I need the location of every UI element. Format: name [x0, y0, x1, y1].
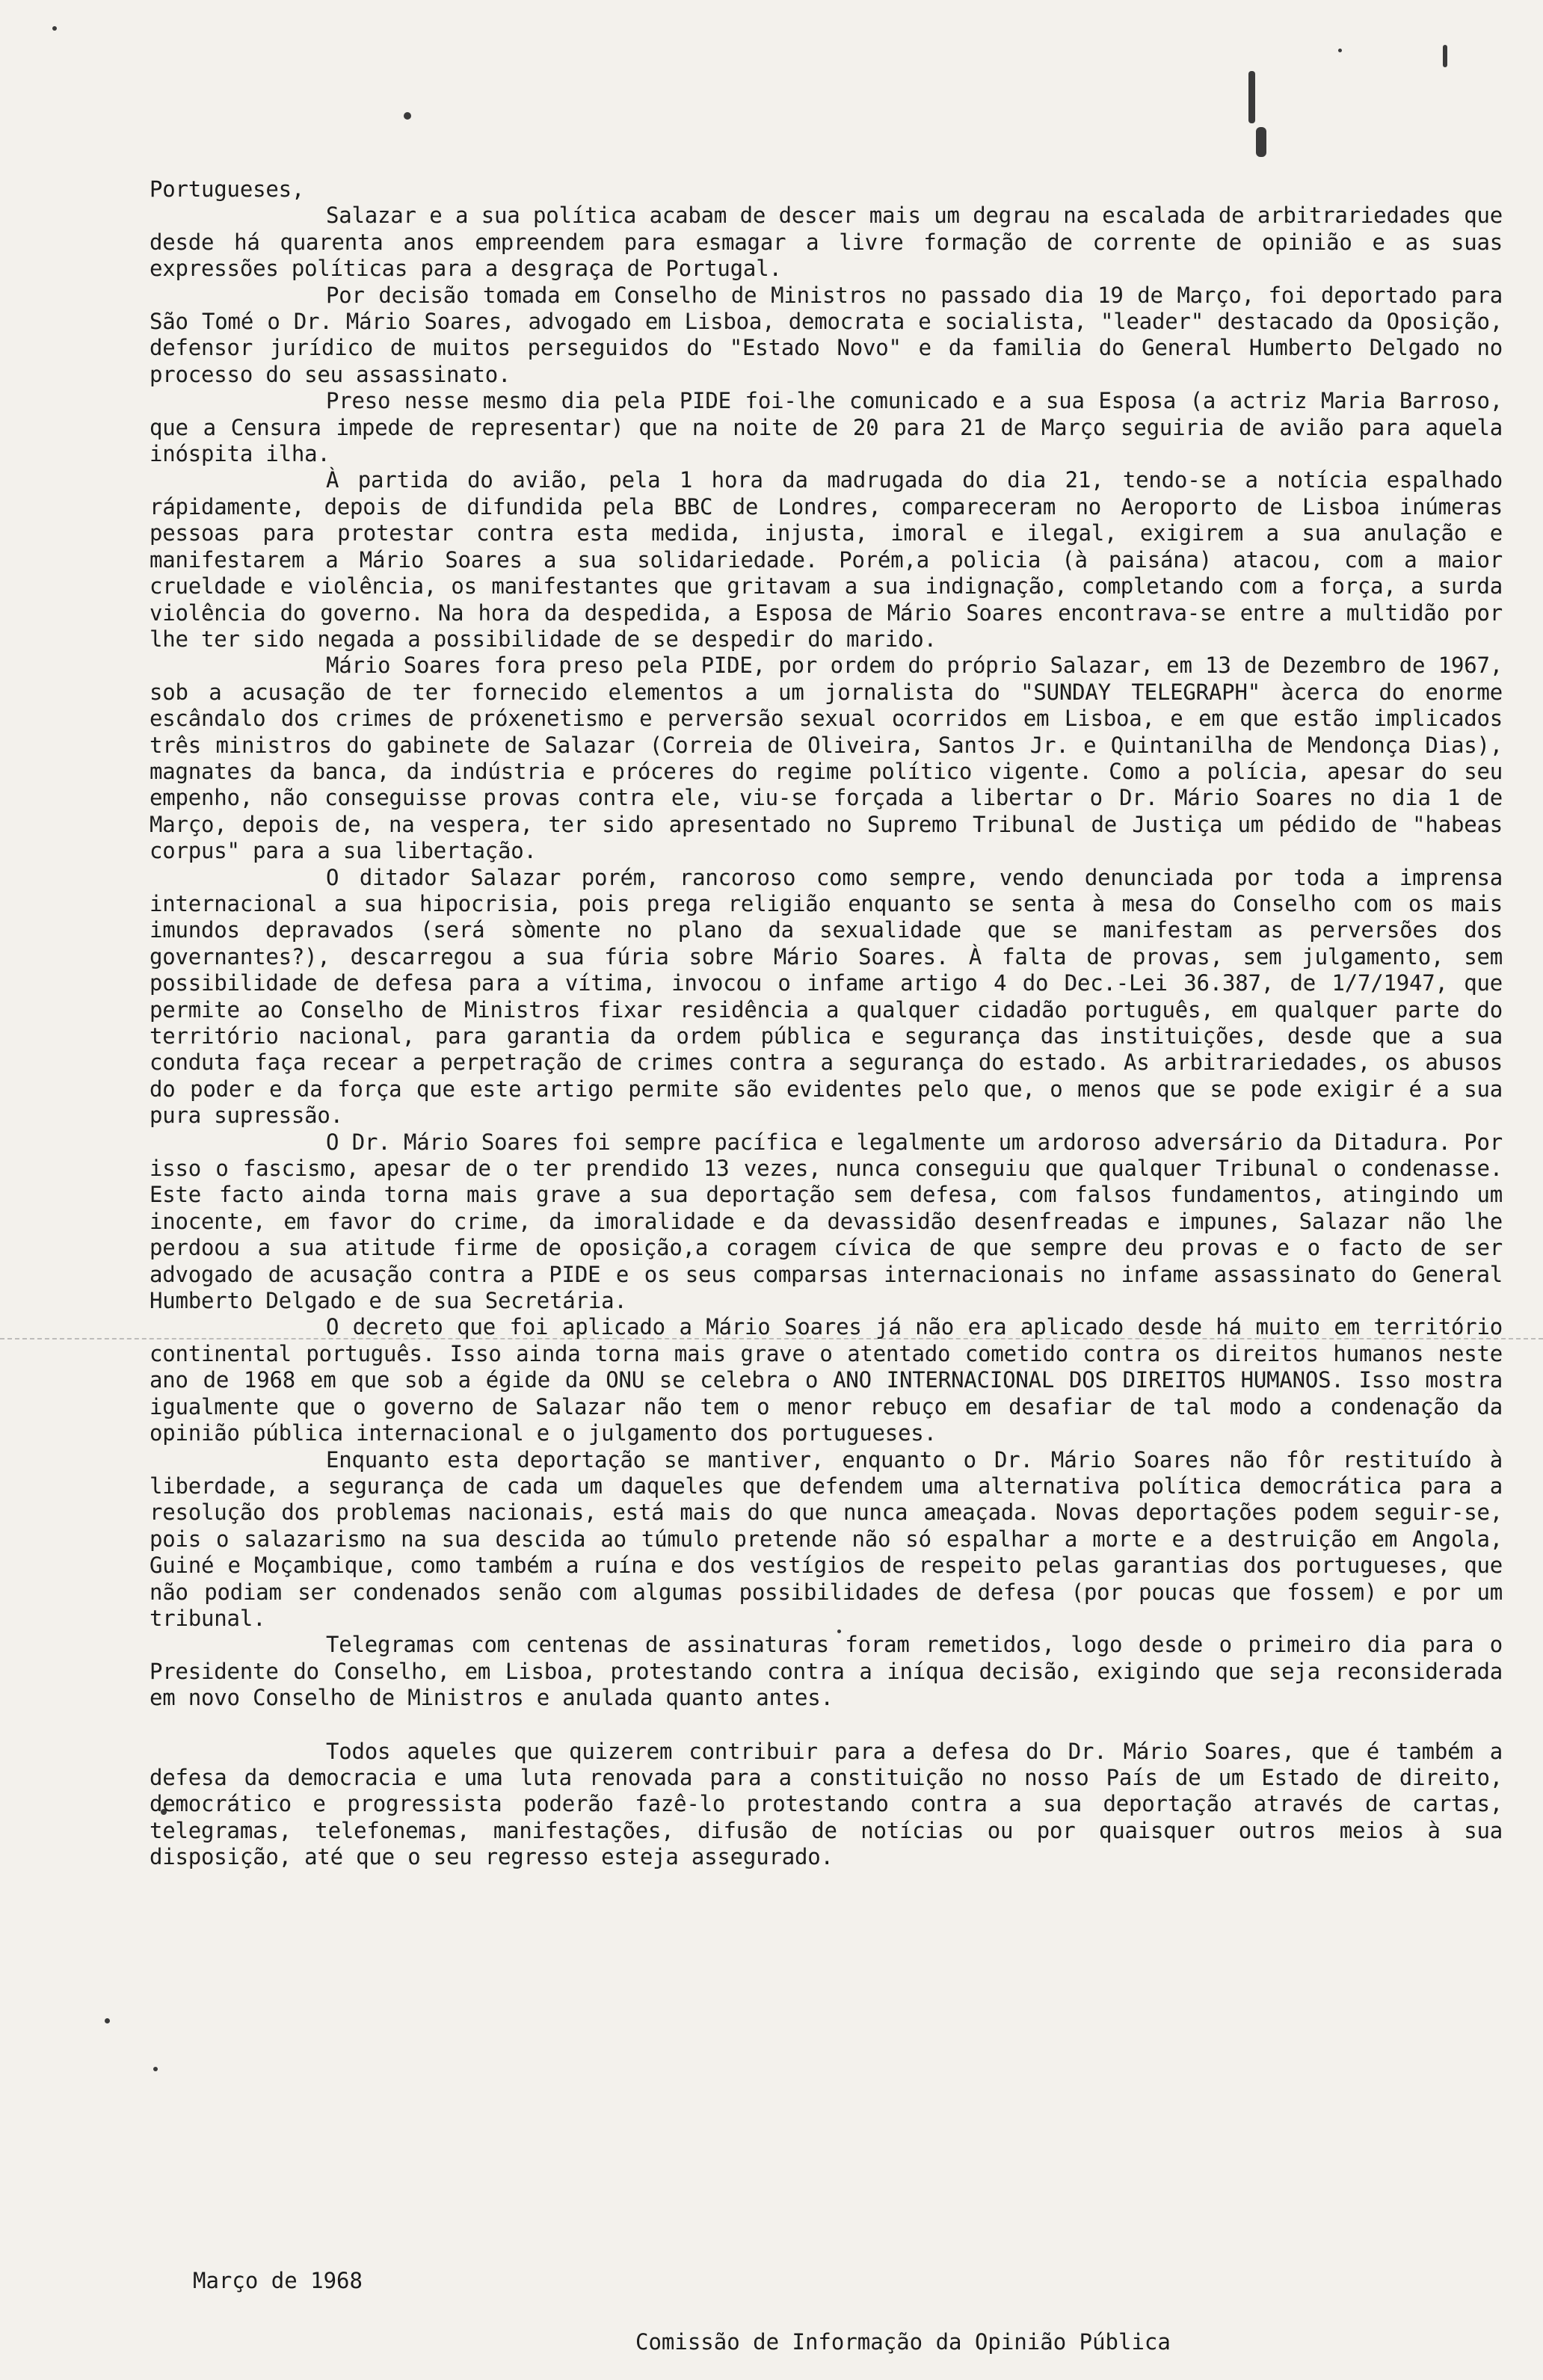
paragraph: O ditador Salazar porém, rancoroso como sempre, vendo denunciada por toda a imprensa internacional a sua hipocrisia, pois prega religião enquanto se senta à mesa do Conselho com os mais imundos depravados (será sòmente no plano da sexualidade que se manifestam as perversões dos governantes?), descarregou a sua fúria sobre Mário Soares. À falta de provas, sem julgamento, sem possibilidade de defesa para a vítima, invocou o infame artigo 4 do Dec.-Lei 36.387, de 1/7/1947, que permite ao Conselho de Ministros fixar residência a qualquer cidadão português, em qualquer parte do território nacional, para garantia da ordem pública e segurança das instituições, desde que a sua conduta faça recear a perpetração de crimes contra a segurança do estado. As arbitrariedades, os abusos do poder e da força que este artigo permite são evidentes pelo que, o menos que se pode exigir é a sua pura supressão. [150, 864, 1503, 1129]
scan-speck [1338, 49, 1342, 52]
paragraph: Preso nesse mesmo dia pela PIDE foi-lhe comunicado e a sua Esposa (a actriz Maria Barroso, que a Censura impede de representar) que na noite de 20 para 21 de Março seguiria de avião para aquela inóspita ilha. [150, 388, 1503, 467]
scan-speck [404, 112, 411, 120]
signature: Comissão de Informação da Opinião Pública [635, 2329, 1171, 2355]
scan-speck [1256, 127, 1266, 157]
scan-speck [52, 26, 57, 31]
salutation: Portugueses, [150, 176, 305, 202]
closing-paragraph: Todos aqueles que quizerem contribuir para a defesa do Dr. Mário Soares, que é também a defesa da democracia e uma luta renovada para a constituição no nosso País de um Estado de direito, democrático e progressista poderão fazê-lo protestando contra a sua deportação através de cartas, telegramas, telefonemas, manifestações, difusão de notícias ou por quaisquer outros meios à sua disposição, até que o seu regresso esteja assegurado. [150, 1738, 1503, 1870]
paragraph: Por decisão tomada em Conselho de Ministros no passado dia 19 de Março, foi deportado para São Tomé o Dr. Mário Soares, advogado em Lisboa, democrata e socialista, "leader" destacado da Oposição, defensor jurídico de muitos perseguidos do "Estado Novo" e da familia do General Humberto Delgado no processo do seu assassinato. [150, 282, 1503, 387]
paragraph: O decreto que foi aplicado a Mário Soares já não era aplicado desde há muito em território continental português. Isso ainda torna mais grave o atentado cometido contra os direitos humanos neste ano de 1968 em que sob a égide da ONU se celebra o ANO INTERNACIONAL DOS DIREITOS HUMANOS. Isso mostra igualmente que o governo de Salazar não tem o menor rebuço em desafiar de tal modo a condenação da opinião pública internacional e o julgamento dos portugueses. [150, 1314, 1503, 1446]
spacer [150, 1712, 1503, 1739]
scan-speck [1443, 45, 1447, 67]
paragraph: À partida do avião, pela 1 hora da madrugada do dia 21, tendo-se a notícia espalhado rápidamente, depois de difundida pela BBC de Londres, compareceram no Aeroporto de Lisboa inúmeras pessoas para protestar contra esta medida, injusta, imoral e ilegal, exigirem a sua anulação e manifestarem a Mário Soares a sua solidariedade. Porém,a policia (à paisána) atacou, com a maior crueldade e violência, os manifestantes que gritavam a sua indignação, completando com a força, a surda violência do governo. Na hora da despedida, a Esposa de Mário Soares encontrava-se entre a multidão por lhe ter sido negada a possibilidade de se despedir do marido. [150, 467, 1503, 652]
scan-speck [1248, 71, 1255, 123]
letter-body [150, 176, 1503, 1871]
paragraph: Mário Soares fora preso pela PIDE, por ordem do próprio Salazar, em 13 de Dezembro de 1967, sob a acusação de ter fornecido elementos a um jornalista do "SUNDAY TELEGRAPH" àcerca do enorme escândalo dos crimes de próxenetismo e perversão sexual ocorridos em Lisboa, e em que estão implicados três ministros do gabinete de Salazar (Correia de Oliveira, Santos Jr. e Quintanilha de Mendonça Dias), magnates da banca, da indústria e próceres do regime político vigente. Como a polícia, apesar do seu empenho, não conseguisse provas contra ele, viu-se forçada a libertar o Dr. Mário Soares no dia 1 de Março, depois de, na vespera, ter sido apresentado no Supremo Tribunal de Justiça um pédido de "habeas corpus" para a sua libertação. [150, 653, 1503, 864]
paragraph: O Dr. Mário Soares foi sempre pacífica e legalmente um ardoroso adversário da Ditadura. Por isso o fascismo, apesar de o ter prendido 13 vezes, nunca conseguiu que qualquer Tribunal o condenasse. Este facto ainda torna mais grave a sua deportação sem defesa, com falsos fundamentos, atingindo um inocente, em favor do crime, da imoralidade e da devassidão desenfreadas e impunes, Salazar não lhe perdoou a sua atitude firme de oposição,a coragem cívica de que sempre deu provas e o facto de ser advogado de acusação contra a PIDE e os seus comparsas internacionais no infame assassinato do General Humberto Delgado e de sua Secretária. [150, 1129, 1503, 1314]
scan-speck [105, 2018, 110, 2023]
document-date: Março de 1968 [193, 2268, 363, 2293]
scan-speck [153, 2067, 158, 2071]
paragraph: Enquanto esta deportação se mantiver, enquanto o Dr. Mário Soares não fôr restituído à liberdade, a segurança de cada um daqueles que defendem uma alternativa política democrática para a resolução dos problemas nacionais, está mais do que nunca ameaçada. Novas deportações podem seguir-se, pois o salazarismo na sua descida ao túmulo pretende não só espalhar a morte e a destruição em Angola, Guiné e Moçambique, como também a ruína e dos vestígios de respeito pelas garantias dos portugueses, que não podiam ser condenados senão com algumas possibilidades de defesa (por poucas que fossem) e por um tribunal. [150, 1446, 1503, 1631]
paragraph: Salazar e a sua política acabam de descer mais um degrau na escalada de arbitrariedades que desde há quarenta anos empreendem para esmagar a livre formação de corrente de opinião e as suas expressões políticas para a desgraça de Portugal. [150, 203, 1503, 282]
paragraph: Telegramas com centenas de assinaturas foram remetidos, logo desde o primeiro dia para o Presidente do Conselho, em Lisboa, protestando contra a iníqua decisão, exigindo que seja reconsiderada em novo Conselho de Ministros e anulada quanto antes. [150, 1632, 1503, 1711]
